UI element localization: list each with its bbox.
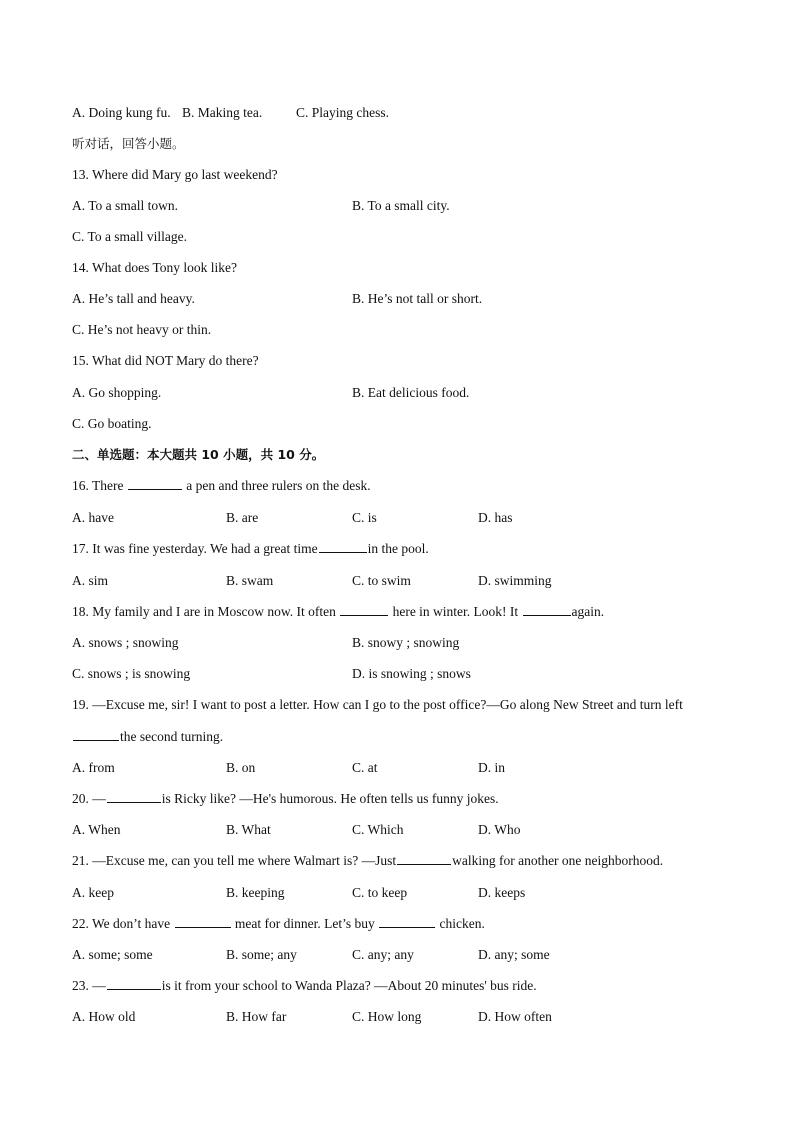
option-b: B. are	[226, 510, 259, 525]
option-b: B. To a small city.	[352, 198, 450, 213]
option-c: C. to swim	[352, 573, 411, 588]
option-a: A. How old	[72, 1009, 136, 1024]
option-a: A. from	[72, 760, 115, 775]
option-a: A. some; some	[72, 947, 153, 962]
option-b: B. Making tea.	[182, 105, 263, 120]
answer-blank	[107, 801, 161, 803]
option-a: A. sim	[72, 573, 109, 588]
option-d: D. keeps	[478, 885, 526, 900]
question-14-option-c: C. He’s not heavy or thin.	[72, 322, 212, 337]
option-b: B. He’s not tall or short.	[352, 291, 483, 306]
option-c: C. any; any	[352, 947, 414, 962]
answer-blank	[319, 551, 367, 553]
option-b: B. keeping	[226, 885, 285, 900]
option-c: C. How long	[352, 1009, 422, 1024]
question-15-option-c: C. Go boating.	[72, 416, 152, 431]
option-a: A. Go shopping.	[72, 385, 162, 400]
option-c: C. snows ; is snowing	[72, 666, 191, 681]
answer-blank	[73, 739, 119, 741]
question-17-stem: 17. It was fine yesterday. We had a great time in the pool.	[72, 541, 429, 556]
question-22-stem: 22. We don’t have meat for dinner. Let’s buy chicken.	[72, 916, 485, 931]
question-23-stem: 23. — is it from your school to Wanda Plaza? —About 20 minutes' bus ride.	[72, 978, 537, 993]
question-14-stem: 14. What does Tony look like?	[72, 260, 238, 275]
option-d: D. How often	[478, 1009, 552, 1024]
question-19-stem-line1: 19. —Excuse me, sir! I want to post a letter. How can I go to the post office?—Go along New Street and turn left	[72, 697, 683, 712]
option-b: B. some; any	[226, 947, 297, 962]
question-13-stem: 13. Where did Mary go last weekend?	[72, 167, 278, 182]
question-13-option-c: C. To a small village.	[72, 229, 188, 244]
answer-blank-1	[340, 614, 388, 616]
question-18-stem: 18. My family and I are in Moscow now. It often here in winter. Look! It again.	[72, 604, 605, 619]
option-c: C. Playing chess.	[296, 105, 389, 120]
option-b: B. swam	[226, 573, 274, 588]
option-d: D. in	[478, 760, 505, 775]
option-b: B. Eat delicious food.	[352, 385, 470, 400]
answer-blank	[128, 488, 182, 490]
answer-blank-2	[523, 614, 571, 616]
option-b: B. on	[226, 760, 256, 775]
answer-blank-2	[379, 926, 435, 928]
option-b: B. How far	[226, 1009, 287, 1024]
option-a: A. When	[72, 822, 121, 837]
question-16-stem: 16. There a pen and three rulers on the desk.	[72, 478, 371, 493]
option-a: A. Doing kung fu.	[72, 105, 171, 120]
section-title: 二、单选题：本大题共 10 小题，共 10 分。	[72, 447, 325, 462]
option-a: A. snows ; snowing	[72, 635, 179, 650]
option-a: A. To a small town.	[72, 198, 179, 213]
option-d: D. swimming	[478, 573, 552, 588]
option-b: B. snowy ; snowing	[352, 635, 460, 650]
question-19-stem-line2: the second turning.	[72, 728, 223, 746]
option-c: C. is	[352, 510, 377, 525]
listening-instruction: 听对话，回答小题。	[72, 136, 185, 151]
answer-blank	[397, 863, 451, 865]
option-a: A. have	[72, 510, 114, 525]
question-21-stem: 21. —Excuse me, can you tell me where Walmart is? —Just walking for another one neighborhood.	[72, 853, 664, 868]
answer-blank	[107, 988, 161, 990]
option-a: A. keep	[72, 885, 114, 900]
option-b: B. What	[226, 822, 271, 837]
option-d: D. has	[478, 510, 513, 525]
option-d: D. Who	[478, 822, 521, 837]
option-c: C. at	[352, 760, 378, 775]
option-c: C. to keep	[352, 885, 408, 900]
answer-blank-1	[175, 926, 231, 928]
option-d: D. any; some	[478, 947, 550, 962]
option-c: C. Which	[352, 822, 404, 837]
option-d: D. is snowing ; snows	[352, 666, 471, 681]
question-20-stem: 20. — is Ricky like? —He's humorous. He often tells us funny jokes.	[72, 791, 499, 806]
option-a: A. He’s tall and heavy.	[72, 291, 195, 306]
question-15-stem: 15. What did NOT Mary do there?	[72, 353, 259, 368]
